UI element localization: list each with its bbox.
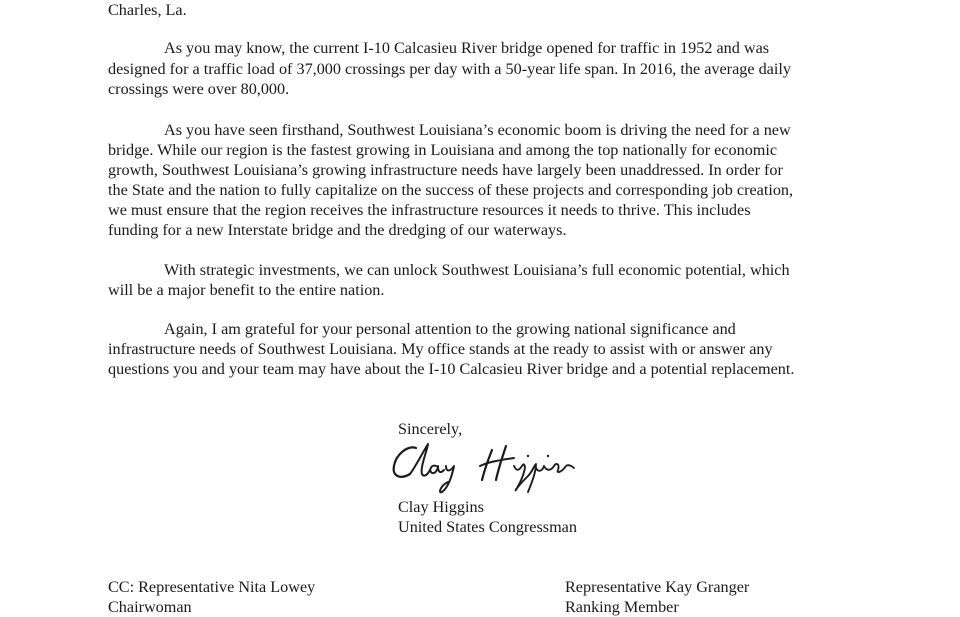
cc-right-subtitle: Ranking Member [565, 598, 679, 616]
paragraph-1-line-3: crossings were over 80,000. [108, 80, 290, 98]
paragraph-2-line-5: we must ensure that the region receives the infrastructure resources it needs to thrive. This includes [108, 201, 751, 219]
paragraph-2-line-4: the State and the nation to fully capitalize on the success of these projects and corresponding job creation, [108, 181, 794, 199]
handwritten-signature [388, 436, 598, 498]
closing-salutation: Sincerely, [398, 420, 463, 438]
paragraph-1-line-2: designed for a traffic load of 37,000 crossings per day with a 50-year life span. In 2016, the average daily [108, 60, 791, 78]
signer-title: United States Congressman [398, 518, 577, 536]
paragraph-2-line-2: bridge. While our region is the fastest growing in Louisiana and among the top nationally for economic [108, 141, 778, 159]
paragraph-3-line-2: will be a major benefit to the entire nation. [108, 281, 385, 299]
paragraph-4-line-2: infrastructure needs of Southwest Louisiana. My office stands at the ready to assist with or answer any [108, 340, 773, 358]
paragraph-4-line-3: questions you and your team may have about the I-10 Calcasieu River bridge and a potential replacement. [108, 360, 795, 378]
paragraph-3-line-1: With strategic investments, we can unlock Southwest Louisiana’s full economic potential, which [164, 261, 790, 279]
signer-name: Clay Higgins [398, 498, 484, 516]
paragraph-4-line-1: Again, I am grateful for your personal attention to the growing national significance and [164, 320, 736, 338]
letter-top-fragment: Charles, La. [108, 1, 187, 19]
paragraph-2-line-6: funding for a new Interstate bridge and the dredging of our waterways. [108, 221, 567, 239]
paragraph-2-line-3: growth, Southwest Louisiana’s growing infrastructure needs have largely been unaddressed. In order for [108, 161, 783, 179]
cc-right-recipient: Representative Kay Granger [565, 578, 750, 596]
paragraph-1-line-1: As you may know, the current I-10 Calcasieu River bridge opened for traffic in 1952 and was [164, 39, 770, 57]
cc-left-subtitle: Chairwoman [108, 598, 192, 616]
paragraph-2-line-1: As you have seen firsthand, Southwest Louisiana’s economic boom is driving the need for a new [164, 121, 791, 139]
cc-left-recipient: CC: Representative Nita Lowey [108, 578, 316, 596]
